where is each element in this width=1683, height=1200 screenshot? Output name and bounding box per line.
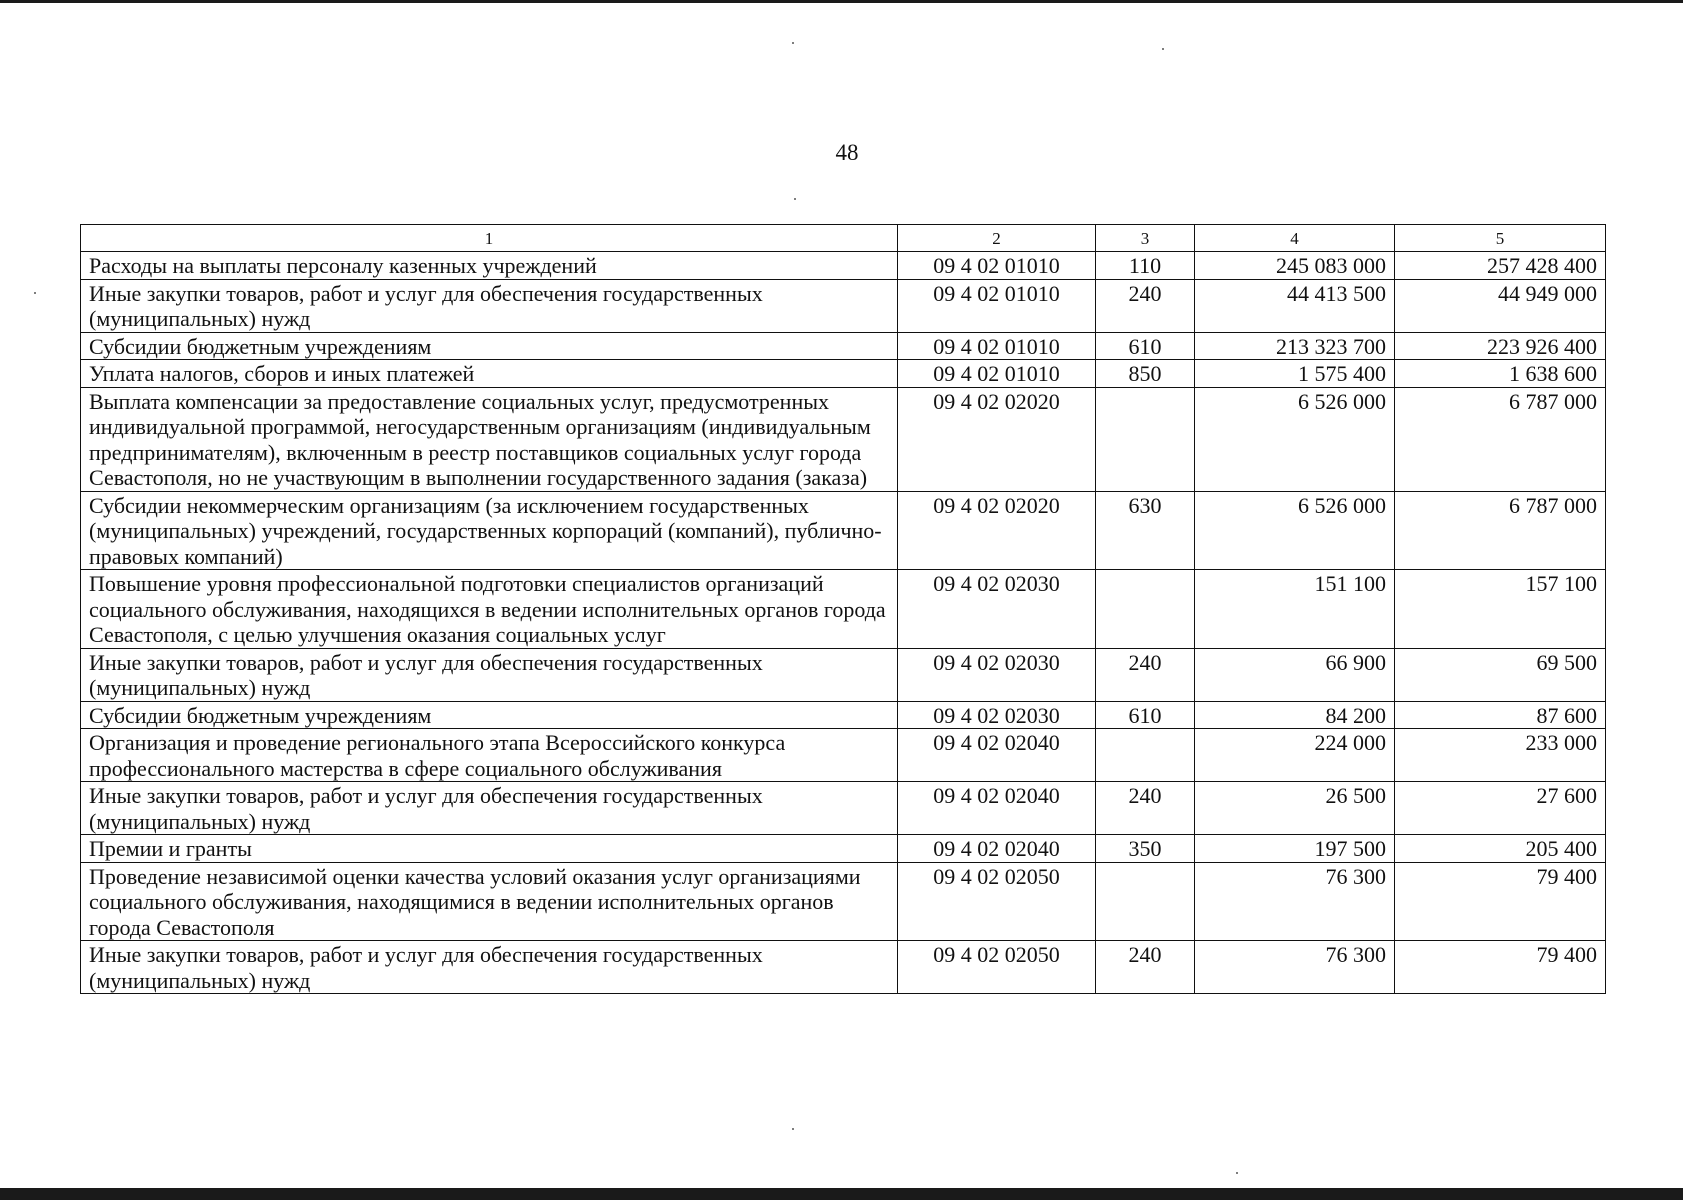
- row-expense-type: [1096, 570, 1195, 649]
- row-description: Проведение независимой оценки качества условий оказания услуг организациями социального обслуживания, находящимися в ведении исполнительных органов города Севастополя: [81, 862, 898, 941]
- table-row: [81, 570, 1606, 649]
- row-amount-col4: 213 323 700: [1195, 332, 1395, 360]
- row-amount-col5: 223 926 400: [1395, 332, 1606, 360]
- header-cell-2: 2: [898, 225, 1096, 252]
- row-amount-col5: 257 428 400: [1395, 252, 1606, 280]
- row-amount-col4: 197 500: [1195, 835, 1395, 863]
- row-amount-col5: 79 400: [1395, 862, 1606, 941]
- table-row: [81, 360, 1606, 388]
- row-expense-type: 240: [1096, 648, 1195, 701]
- row-amount-col5: 27 600: [1395, 782, 1606, 835]
- row-expense-type: 240: [1096, 279, 1195, 332]
- table-row: [81, 862, 1606, 941]
- row-amount-col4: 245 083 000: [1195, 252, 1395, 280]
- row-target-code: 09 4 02 01010: [898, 332, 1096, 360]
- row-expense-type: 240: [1096, 782, 1195, 835]
- table-row: [81, 279, 1606, 332]
- scan-bottom-edge: [0, 1188, 1683, 1200]
- table-row: [81, 252, 1606, 280]
- row-description: Премии и гранты: [81, 835, 898, 863]
- header-cell-1: 1: [81, 225, 898, 252]
- row-expense-type: [1096, 387, 1195, 491]
- row-amount-col5: 6 787 000: [1395, 491, 1606, 570]
- row-amount-col5: 79 400: [1395, 941, 1606, 994]
- table-row: [81, 701, 1606, 729]
- row-expense-type: 610: [1096, 701, 1195, 729]
- row-expense-type: [1096, 862, 1195, 941]
- row-description: Иные закупки товаров, работ и услуг для обеспечения государственных (муниципальных) нужд: [81, 279, 898, 332]
- row-description: Уплата налогов, сборов и иных платежей: [81, 360, 898, 388]
- row-target-code: 09 4 02 02050: [898, 941, 1096, 994]
- row-expense-type: 110: [1096, 252, 1195, 280]
- row-expense-type: 240: [1096, 941, 1195, 994]
- budget-allocation-table: [80, 224, 1606, 994]
- row-amount-col4: 66 900: [1195, 648, 1395, 701]
- row-description: Расходы на выплаты персоналу казенных учреждений: [81, 252, 898, 280]
- row-description: Иные закупки товаров, работ и услуг для обеспечения государственных (муниципальных) нужд: [81, 941, 898, 994]
- table-row: [81, 782, 1606, 835]
- row-description: Организация и проведение регионального этапа Всероссийского конкурса профессионального мастерства в сфере социального обслуживания: [81, 729, 898, 782]
- row-target-code: 09 4 02 01010: [898, 252, 1096, 280]
- row-target-code: 09 4 02 02050: [898, 862, 1096, 941]
- row-target-code: 09 4 02 02040: [898, 782, 1096, 835]
- scan-speck: [34, 292, 36, 294]
- scan-speck: [1236, 1172, 1238, 1174]
- row-amount-col4: 84 200: [1195, 701, 1395, 729]
- header-cell-5: 5: [1395, 225, 1606, 252]
- header-cell-4: 4: [1195, 225, 1395, 252]
- row-amount-col4: 6 526 000: [1195, 491, 1395, 570]
- row-amount-col5: 87 600: [1395, 701, 1606, 729]
- row-expense-type: 630: [1096, 491, 1195, 570]
- scan-speck: [1162, 48, 1164, 50]
- scan-speck: [792, 42, 794, 44]
- row-description: Выплата компенсации за предоставление социальных услуг, предусмотренных индивидуальной программой, негосударственным организациям (индивидуальным предпринимателям), включенным в реестр поставщиков социальных услуг города Севастополя, но не участвующим в выполнении государственного задания (заказа): [81, 387, 898, 491]
- row-target-code: 09 4 02 02040: [898, 729, 1096, 782]
- row-amount-col4: 76 300: [1195, 862, 1395, 941]
- table-row: [81, 491, 1606, 570]
- table-row: [81, 835, 1606, 863]
- table-header-row: [81, 225, 1606, 252]
- row-amount-col5: 6 787 000: [1395, 387, 1606, 491]
- row-expense-type: 350: [1096, 835, 1195, 863]
- row-amount-col5: 69 500: [1395, 648, 1606, 701]
- table-row: [81, 941, 1606, 994]
- row-description: Иные закупки товаров, работ и услуг для обеспечения государственных (муниципальных) нужд: [81, 648, 898, 701]
- row-expense-type: 850: [1096, 360, 1195, 388]
- row-amount-col5: 44 949 000: [1395, 279, 1606, 332]
- row-amount-col5: 1 638 600: [1395, 360, 1606, 388]
- row-expense-type: [1096, 729, 1195, 782]
- row-amount-col4: 44 413 500: [1195, 279, 1395, 332]
- row-target-code: 09 4 02 02030: [898, 570, 1096, 649]
- row-target-code: 09 4 02 01010: [898, 360, 1096, 388]
- table-row: [81, 332, 1606, 360]
- scan-speck: [792, 1128, 794, 1130]
- row-target-code: 09 4 02 02040: [898, 835, 1096, 863]
- row-target-code: 09 4 02 01010: [898, 279, 1096, 332]
- scan-speck: [794, 198, 796, 200]
- row-amount-col5: 157 100: [1395, 570, 1606, 649]
- row-amount-col4: 1 575 400: [1195, 360, 1395, 388]
- table-row: [81, 387, 1606, 491]
- row-description: Субсидии некоммерческим организациям (за исключением государственных (муниципальных) учреждений, государственных корпораций (компаний), публично-правовых компаний): [81, 491, 898, 570]
- row-target-code: 09 4 02 02020: [898, 491, 1096, 570]
- row-description: Субсидии бюджетным учреждениям: [81, 332, 898, 360]
- row-amount-col5: 205 400: [1395, 835, 1606, 863]
- table-row: [81, 648, 1606, 701]
- row-description: Повышение уровня профессиональной подготовки специалистов организаций социального обслуживания, находящихся в ведении исполнительных органов города Севастополя, с целью улучшения оказания социальных услуг: [81, 570, 898, 649]
- row-description: Субсидии бюджетным учреждениям: [81, 701, 898, 729]
- scan-top-edge: [0, 0, 1683, 3]
- row-amount-col4: 26 500: [1195, 782, 1395, 835]
- row-expense-type: 610: [1096, 332, 1195, 360]
- row-target-code: 09 4 02 02030: [898, 648, 1096, 701]
- row-target-code: 09 4 02 02020: [898, 387, 1096, 491]
- table-row: [81, 729, 1606, 782]
- row-amount-col4: 224 000: [1195, 729, 1395, 782]
- header-cell-3: 3: [1096, 225, 1195, 252]
- row-description: Иные закупки товаров, работ и услуг для обеспечения государственных (муниципальных) нужд: [81, 782, 898, 835]
- row-amount-col4: 76 300: [1195, 941, 1395, 994]
- row-amount-col4: 151 100: [1195, 570, 1395, 649]
- row-amount-col4: 6 526 000: [1195, 387, 1395, 491]
- page-number: 48: [835, 140, 859, 165]
- row-amount-col5: 233 000: [1395, 729, 1606, 782]
- row-target-code: 09 4 02 02030: [898, 701, 1096, 729]
